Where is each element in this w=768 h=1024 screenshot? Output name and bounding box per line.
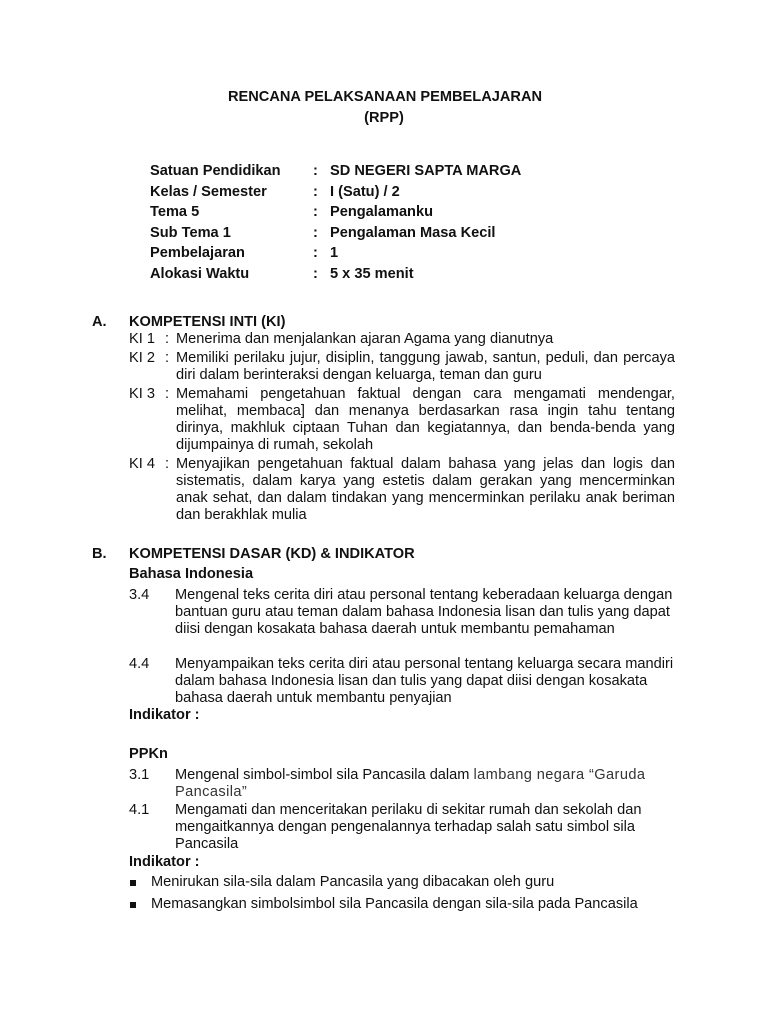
kd-list-ppkn-2 bbox=[129, 802, 675, 853]
indikator-label: Indikator : bbox=[129, 707, 200, 723]
ki-list bbox=[129, 331, 675, 524]
identity-label: Satuan Pendidikan bbox=[150, 163, 281, 179]
identity-row: Sub Tema 1 : Pengalaman Masa Kecil bbox=[150, 223, 521, 244]
kd-item: 3.4 Mengenal teks cerita diri atau personal tentang keberadaan keluarga dengan bantuan guru atau teman dalam bahasa Indonesia lisan dan tulis yang dapat diisi dengan kosakata bahasa daerah untuk membantu pemahaman bbox=[129, 587, 673, 637]
identity-value: 5 x 35 menit bbox=[330, 265, 414, 282]
identity-value: I (Satu) / 2 bbox=[330, 183, 400, 200]
document-subtitle: (RPP) bbox=[364, 110, 404, 126]
subject-bahasa-indonesia: Bahasa Indonesia bbox=[129, 566, 254, 582]
identity-value: SD NEGERI SAPTA MARGA bbox=[330, 163, 522, 179]
identity-row: Alokasi Waktu : 5 x 35 menit bbox=[150, 264, 521, 285]
identity-row: Kelas / Semester : I (Satu) / 2 bbox=[150, 182, 521, 203]
section-a-heading bbox=[92, 314, 285, 330]
ki-item: KI 1 : Menerima dan menjalankan ajaran Agama yang dianutnya bbox=[129, 331, 554, 347]
identity-label: Alokasi Waktu bbox=[150, 265, 250, 282]
list-item: Memasangkan simbolsimbol sila Pancasila dengan sila-sila pada Pancasila bbox=[151, 896, 638, 912]
indikator-label: Indikator : bbox=[129, 854, 200, 870]
list-item: Menirukan sila-sila dalam Pancasila yang dibacakan oleh guru bbox=[151, 874, 555, 890]
document-title: RENCANA PELAKSANAAN PEMBELAJARAN bbox=[227, 89, 543, 105]
identity-value: Pengalaman Masa Kecil bbox=[330, 224, 496, 241]
identity-label: Kelas / Semester bbox=[150, 183, 267, 200]
ki-item: KI 3 : Memahami pengetahuan faktual dengan cara mengamati mendengar, melihat, membaca] dan menanya berdasarkan rasa ingin tahu tentang dirinya, makhluk ciptaan Tuhan dan kegiatannya, dan benda-benda yang dijumpainya di rumah, sekolah bbox=[129, 386, 675, 453]
section-letter: A. bbox=[92, 314, 107, 330]
identity-table bbox=[150, 161, 521, 284]
section-title: KOMPETENSI INTI (KI) bbox=[129, 314, 286, 330]
section-title: KOMPETENSI DASAR (KD) & INDIKATOR bbox=[129, 546, 415, 562]
ki-item: KI 2 : Memiliki perilaku jujur, disiplin, tanggung jawab, santun, peduli, dan percaya diri dalam berinteraksi dengan keluarga, teman dan guru bbox=[129, 350, 675, 383]
section-b-heading bbox=[92, 546, 415, 562]
kd-item: 4.1 Mengamati dan menceritakan perilaku di sekitar rumah dan sekolah dan mengaitkannya dengan pengenalannya terhadap salah satu simbol sila Pancasila bbox=[129, 802, 642, 852]
section-letter: B. bbox=[92, 546, 107, 562]
indikator-list bbox=[129, 874, 689, 918]
kd-item: 3.1 Mengenal simbol-simbol sila Pancasila dalam lambang negara “Garuda Pancasila” bbox=[129, 767, 646, 800]
identity-value: 1 bbox=[330, 245, 339, 261]
identity-row: Tema 5 : Pengalamanku bbox=[150, 202, 521, 223]
identity-row: Pembelajaran : 1 bbox=[150, 243, 521, 264]
kd-list-ppkn bbox=[129, 767, 649, 801]
identity-value: Pengalamanku bbox=[330, 204, 434, 220]
identity-label: Pembelajaran bbox=[150, 245, 245, 261]
ki-item: KI 4 : Menyajikan pengetahuan faktual dalam bahasa yang jelas dan logis dan sistematis, dalam karya yang estetis dalam gerakan yang mencerminkan anak sehat, dan dalam tindakan yang mencerminkan perilaku anak beriman dan berakhlak mulia bbox=[129, 456, 675, 523]
kd-list-bahasa bbox=[129, 587, 675, 707]
kd-item: 4.4 Menyampaikan teks cerita diri atau personal tentang keluarga secara mandiri dalam bahasa Indonesia lisan dan tulis yang dapat diisi dengan kosakata bahasa daerah untuk membantu penyajian bbox=[129, 656, 674, 706]
identity-row: Satuan Pendidikan : SD NEGERI SAPTA MARGA bbox=[150, 161, 521, 182]
subject-ppkn: PPKn bbox=[129, 746, 168, 762]
identity-label: Sub Tema 1 bbox=[150, 224, 231, 241]
identity-label: Tema 5 bbox=[150, 204, 200, 220]
